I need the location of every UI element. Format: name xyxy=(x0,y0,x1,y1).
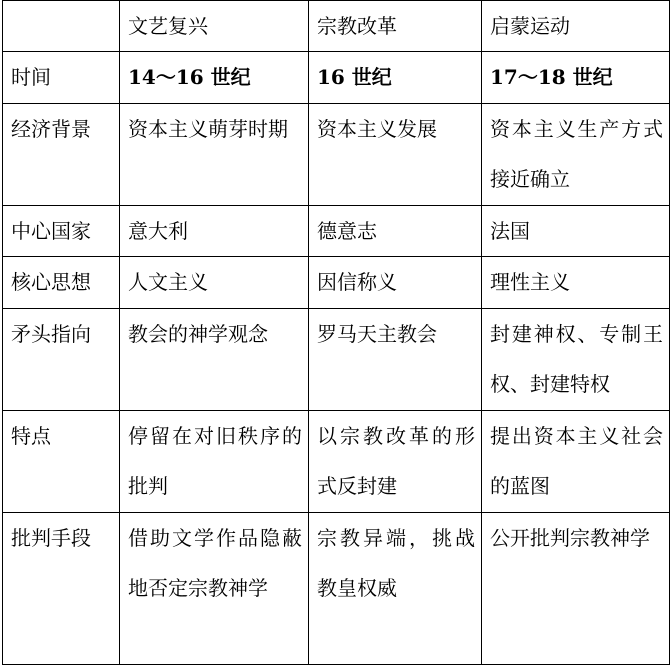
table-cell: 宗教异端，挑战教皇权威 xyxy=(309,512,482,664)
table-cell: 罗马天主教会 xyxy=(309,308,482,410)
row-label: 矛头指向 xyxy=(3,308,120,410)
table-cell: 17～18 世纪 xyxy=(482,52,670,103)
table-cell: 因信称义 xyxy=(309,257,482,308)
row-label: 特点 xyxy=(3,410,120,512)
comparison-table xyxy=(2,0,670,665)
table-cell: 资本主义生产方式接近确立 xyxy=(482,103,670,205)
table-cell: 提出资本主义社会的蓝图 xyxy=(482,410,670,512)
table-cell: 以宗教改革的形式反封建 xyxy=(309,410,482,512)
table-cell: 德意志 xyxy=(309,205,482,256)
table-row xyxy=(3,103,670,205)
table-row xyxy=(3,52,670,103)
table-cell: 教会的神学观念 xyxy=(120,308,309,410)
row-label: 批判手段 xyxy=(3,512,120,664)
table-cell: 14～16 世纪 xyxy=(120,52,309,103)
table-cell: 意大利 xyxy=(120,205,309,256)
table-row xyxy=(3,205,670,256)
table-row xyxy=(3,308,670,410)
row-label: 中心国家 xyxy=(3,205,120,256)
table-row xyxy=(3,257,670,308)
table-cell: 人文主义 xyxy=(120,257,309,308)
row-label: 时间 xyxy=(3,52,120,103)
header-enlightenment: 启蒙运动 xyxy=(482,1,670,52)
table-cell: 16 世纪 xyxy=(309,52,482,103)
table-cell: 法国 xyxy=(482,205,670,256)
header-row xyxy=(3,1,670,52)
row-label: 经济背景 xyxy=(3,103,120,205)
table-cell: 资本主义发展 xyxy=(309,103,482,205)
table-cell: 借助文学作品隐蔽地否定宗教神学 xyxy=(120,512,309,664)
table-row xyxy=(3,410,670,512)
header-corner-cell xyxy=(3,1,120,52)
row-label: 核心思想 xyxy=(3,257,120,308)
table-cell: 停留在对旧秩序的批判 xyxy=(120,410,309,512)
table-cell: 资本主义萌芽时期 xyxy=(120,103,309,205)
header-reformation: 宗教改革 xyxy=(309,1,482,52)
header-renaissance: 文艺复兴 xyxy=(120,1,309,52)
table-cell: 公开批判宗教神学 xyxy=(482,512,670,664)
table-row xyxy=(3,512,670,664)
table-cell: 封建神权、专制王权、封建特权 xyxy=(482,308,670,410)
table-cell: 理性主义 xyxy=(482,257,670,308)
